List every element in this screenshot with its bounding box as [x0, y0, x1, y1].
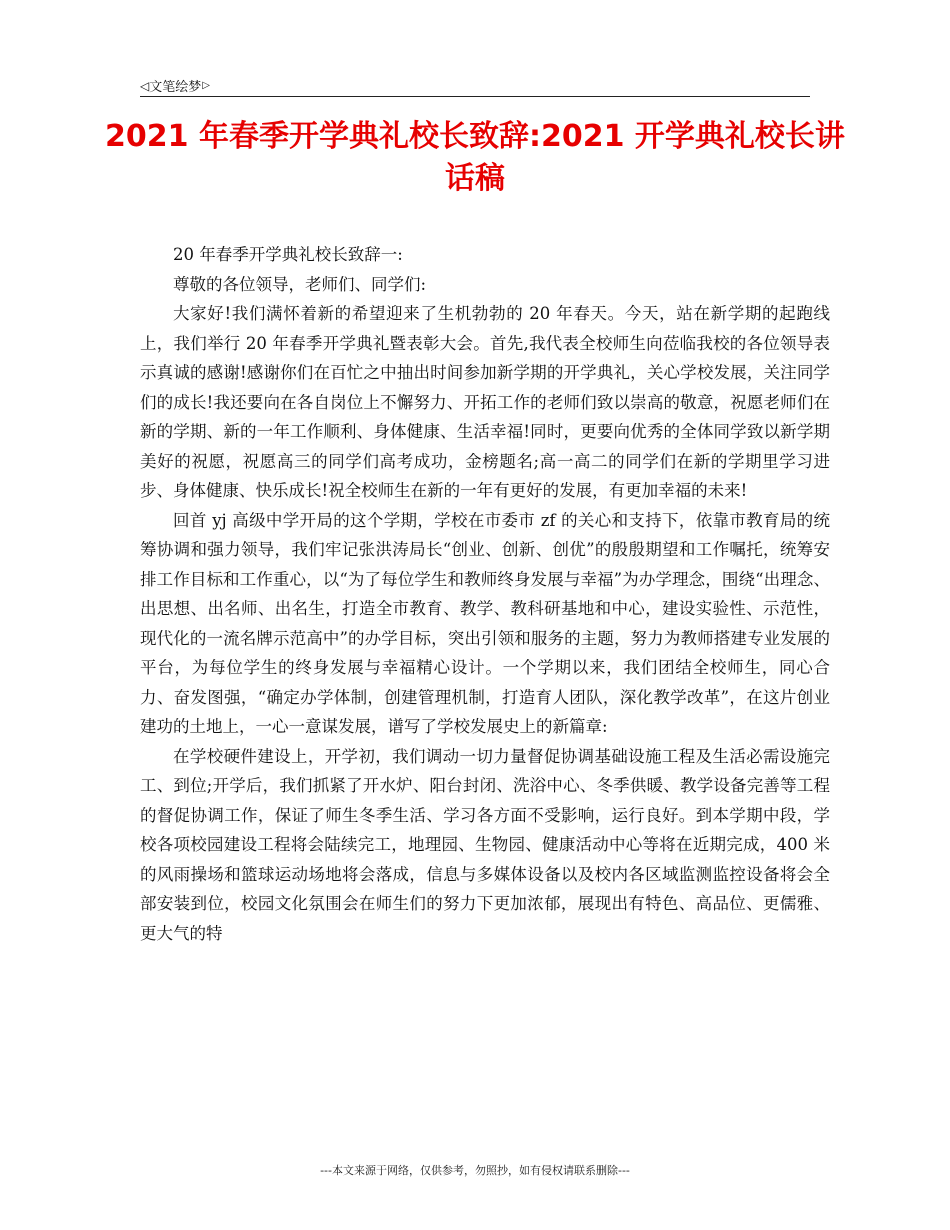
- paragraph-heading: 20 年春季开学典礼校长致辞一:: [173, 245, 403, 264]
- triangle-right-icon: ▷: [202, 79, 210, 91]
- triangle-left-icon: ◁: [140, 78, 150, 93]
- document-title: 2021 年春季开学典礼校长致辞:2021 开学典礼校长讲话稿: [105, 119, 845, 196]
- page-header: [140, 74, 810, 97]
- brand-text: 文笔绘梦: [149, 80, 202, 95]
- paragraph: 大家好!我们满怀着新的希望迎来了生机勃勃的 20 年春天。今天，站在新学期的起跑线上，我们举行 20 年春季开学典礼暨表彰大会。首先,我代表全校师生向莅临我校的各位领导表示真诚的感谢!感谢你们在百忙之中抽出时间参加新学期的开学典礼，关心学校发展，关注同学们的成长!我还要向在各自岗位上不懈努力、开拓工作的老师们致以崇高的敬意，祝愿老师们在新的学期、新的一年工作顺利、身体健康、生活幸福!同时，更要向优秀的全体同学致以新学期美好的祝愿，祝愿高三的同学们高考成功，金榜题名;高一高二的同学们在新的学期里学习进步、身体健康、快乐成长!祝全校师生在新的一年有更好的发展，有更加幸福的未来!: [140, 304, 830, 500]
- footer-disclaimer: ---本文来源于网络，仅供参考，勿照抄，如有侵权请联系删除---: [320, 1164, 630, 1177]
- brand-logo: [140, 76, 210, 95]
- document-body: [140, 240, 830, 948]
- paragraph-salutation: 尊敬的各位领导，老师们、同学们:: [173, 274, 427, 294]
- paragraph: 在学校硬件建设上，开学初，我们调动一切力量督促协调基础设施工程及生活必需设施完工、到位;开学后，我们抓紧了开水炉、阳台封闭、洗浴中心、冬季供暖、教学设备完善等工程的督促协调工作，保证了师生冬季生活、学习各方面不受影响，运行良好。到本学期中段，学校各项校园建设工程将会陆续完工，地理园、生物园、健康活动中心等将在近期完成，400 米的风雨操场和篮球运动场地将会落成，信息与多媒体设备以及校内各区域监测监控设备将会全部安装到位，校园文化氛围会在师生们的努力下更加浓郁，展现出有特色、高品位、更儒雅、更大气的特: [140, 746, 830, 943]
- paragraph: 回首 yj 高级中学开局的这个学期，学校在市委市 zf 的关心和支持下，依靠市教育局的统筹协调和强力领导，我们牢记张洪涛局长“创业、创新、创优”的殷殷期望和工作嘱托，统筹安排工作目标和工作重心，以“为了每位学生和教师终身发展与幸福”为办学理念，围绕“出理念、出思想、出名师、出名生，打造全市教育、教学、教科研基地和中心，建设实验性、示范性，现代化的一流名牌示范高中”的办学目标，突出引领和服务的主题，努力为教师搭建专业发展的平台，为每位学生的终身发展与幸福精心设计。一个学期以来，我们团结全校师生，同心合力、奋发图强，“确定办学体制，创建管理机制，打造育人团队，深化教学改革”，在这片创业建功的土地上，一心一意谋发展，谱写了学校发展史上的新篇章:: [140, 510, 830, 736]
